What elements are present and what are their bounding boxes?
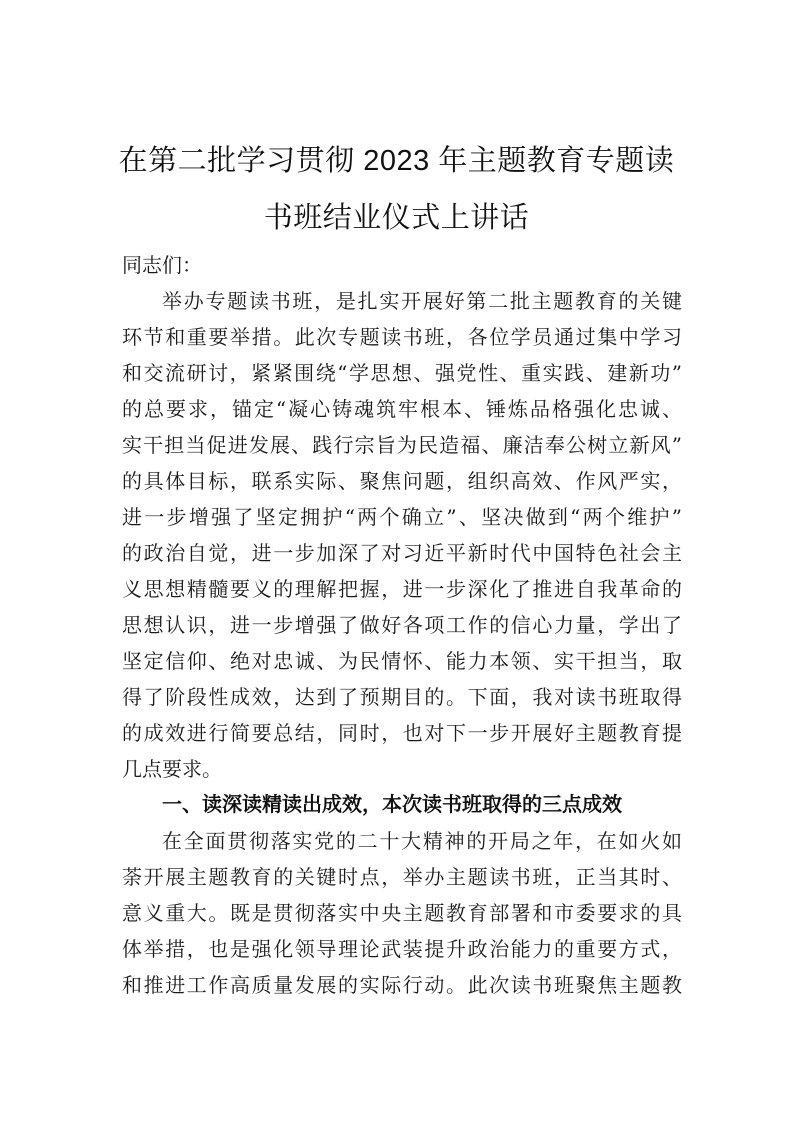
paragraph-1-line: 的总要求，锚定“凝心铸魂筑牢根本、锤炼品格强化忠诚、: [122, 397, 682, 421]
document-title-line-1: 在第二批学习贯彻 2023 年主题教育专题读: [118, 145, 675, 177]
paragraph-2-line: 体举措，也是强化领导理论武装提升政治能力的重要方式，: [122, 937, 682, 961]
paragraph-2-line: 荼开展主题教育的关键时点，举办主题读书班，正当其时、: [122, 865, 682, 889]
paragraph-1-line: 坚定信仰、绝对忠诚、为民情怀、能力本领、实干担当，取: [122, 649, 682, 673]
paragraph-1-line: 的政治自觉，进一步加深了对习近平新时代中国特色社会主: [122, 541, 682, 565]
paragraph-1-line: 几点要求。: [122, 757, 222, 781]
paragraph-1-line: 环节和重要举措。此次专题读书班，各位学员通过集中学习: [122, 325, 682, 349]
paragraph-2-line: 在全面贯彻落实党的二十大精神的开局之年，在如火如: [162, 829, 682, 853]
paragraph-1-line: 得了阶段性成效，达到了预期目的。下面，我对读书班取得: [122, 685, 682, 709]
paragraph-2-line: 意义重大。既是贯彻落实中央主题教育部署和市委要求的具: [122, 901, 682, 925]
paragraph-1-line: 的成效进行简要总结，同时，也对下一步开展好主题教育提: [122, 721, 682, 745]
paragraph-1-line: 思想认识，进一步增强了做好各项工作的信心力量，学出了: [122, 613, 682, 637]
paragraph-2-line: 和推进工作高质量发展的实际行动。此次读书班聚焦主题教: [122, 973, 682, 997]
paragraph-1-line: 进一步增强了坚定拥护“两个确立”、坚决做到“两个维护”: [122, 505, 682, 529]
salutation: 同志们：: [122, 253, 202, 277]
paragraph-1-line: 举办专题读书班，是扎实开展好第二批主题教育的关键: [162, 289, 682, 313]
document-title-line-2: 书班结业仪式上讲话: [263, 202, 530, 234]
paragraph-1-line: 的具体目标，联系实际、聚焦问题，组织高效、作风严实，: [122, 469, 682, 493]
paragraph-1-line: 和交流研讨，紧紧围绕“学思想、强党性、重实践、建新功”: [122, 361, 682, 385]
paragraph-1-line: 实干担当促进发展、践行宗旨为民造福、廉洁奉公树立新风”: [122, 433, 682, 457]
section-heading-1: 一、读深读精读出成效，本次读书班取得的三点成效: [162, 794, 622, 816]
paragraph-1-line: 义思想精髓要义的理解把握，进一步深化了推进自我革命的: [122, 577, 682, 601]
